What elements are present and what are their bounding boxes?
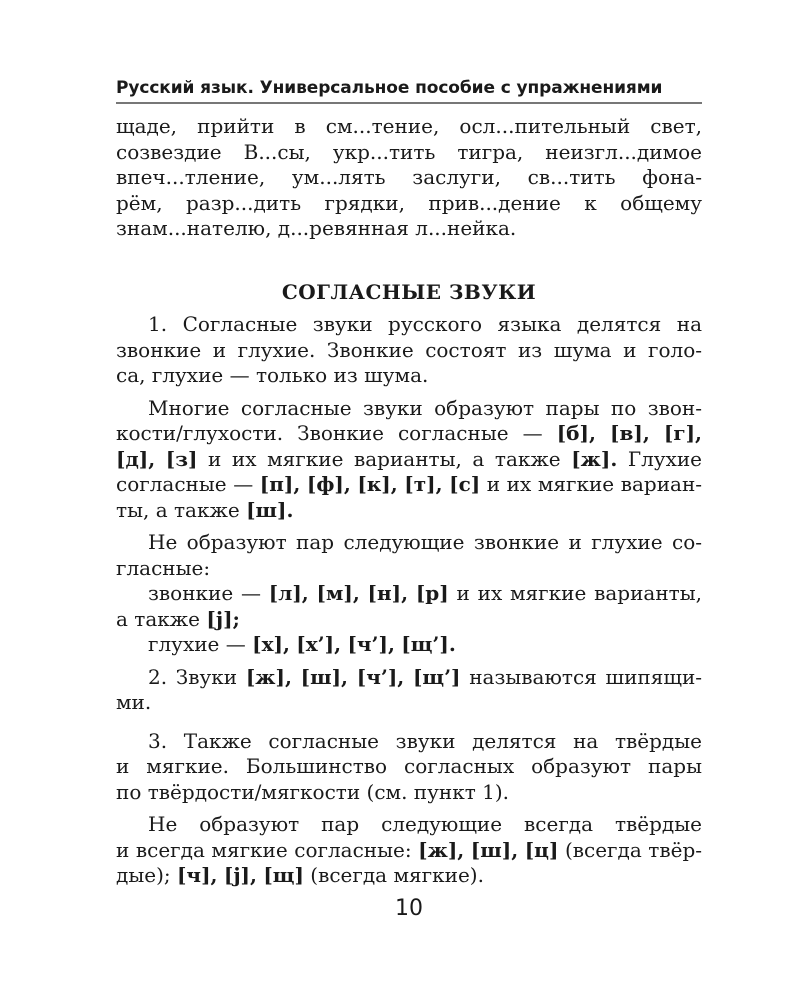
sound-symbol: [к], (357, 472, 398, 496)
sound-symbol: [д], (116, 446, 156, 471)
exercise-tail (116, 114, 702, 242)
sound-symbol: [щ] (263, 863, 304, 887)
text-run: и их мягкие варианты, (456, 581, 702, 605)
text-line (116, 581, 702, 607)
paragraph-3 (116, 530, 702, 658)
text-line (116, 421, 702, 447)
text-run: звонкие — (148, 581, 261, 605)
text-run: и их мягкие варианты, а также (208, 446, 561, 471)
spacer (116, 658, 702, 665)
text-line (116, 632, 702, 658)
text-line: рём, разр...дить грядки, прив...дение к общему (116, 190, 702, 215)
sound-symbol: [б], (556, 421, 596, 445)
sound-symbol: [ш]. (246, 497, 294, 522)
text-line: Не образуют пар следующие всегда твёрдые (148, 812, 702, 836)
text-run: а также (116, 606, 201, 631)
paragraph-6 (116, 812, 702, 889)
sound-symbol: [х’], (296, 632, 342, 656)
text-line: звонкие и глухие. Звонкие состоят из шума и голо- (116, 337, 702, 362)
text-run: кости/глухости. Звонкие согласные — (116, 421, 543, 445)
text-line: гласные: (116, 555, 211, 580)
text-run: дые); (116, 863, 171, 887)
text-run: согласные — (116, 472, 254, 496)
sound-symbol: [т], (404, 472, 443, 496)
paragraph-5 (116, 729, 702, 806)
spacer (116, 716, 702, 729)
sound-symbol: [ж]. (571, 446, 618, 471)
sound-symbol: [ж], (245, 664, 292, 689)
text-line: и мягкие. Большинство согласных образуют пары (116, 754, 702, 778)
sound-symbol: [л], (268, 581, 309, 605)
text-line: 1. Согласные звуки русского языка делятся на (148, 312, 702, 336)
text-line (116, 838, 702, 864)
text-line (116, 472, 702, 498)
sound-symbol: [ц] (524, 837, 559, 862)
text-run: и всегда мягкие согласные: (116, 837, 412, 862)
sound-symbol: [в], (610, 421, 650, 445)
paragraph-2 (116, 396, 702, 524)
text-line: Не образуют пар следующие звонкие и глухие со- (148, 530, 702, 554)
section-title: СОГЛАСНЫЕ ЗВУКИ (281, 279, 537, 304)
sound-symbol: [j], (223, 863, 257, 887)
sound-symbol: [щ’]. (401, 632, 456, 656)
text-line: знам...нателю, д...ревянная л...нейка. (116, 216, 517, 240)
sound-symbol: [ш], (470, 837, 519, 862)
spacer (116, 523, 702, 530)
sound-symbol: [с] (449, 472, 481, 496)
page-number: 10 (395, 896, 423, 921)
text-line: 3. Также согласные звуки делятся на твёрдые (148, 728, 702, 753)
sound-symbol: [щ’] (412, 664, 461, 689)
text-run: (всегда мягкие). (310, 863, 484, 887)
text-line: са, глухие — только из шума. (116, 363, 429, 387)
text-line (116, 607, 702, 633)
text-line: впеч...тление, ум...лять заслуги, св...тить фона- (116, 165, 702, 189)
sound-symbol: [ш], (300, 664, 349, 689)
text-run: и их мягкие вариан- (486, 472, 703, 496)
sound-symbol: [ж], (418, 837, 465, 862)
sound-symbol: [р] (415, 581, 449, 605)
running-header: Русский язык. Универсальное пособие с упражнениями (116, 78, 663, 98)
text-run: глухие — (148, 632, 246, 656)
text-line: щаде, прийти в см...тение, осл...пительный свет, (116, 114, 702, 138)
sound-symbol: [ч’], (347, 632, 395, 656)
sound-symbol: [з] (165, 446, 198, 471)
sound-symbol: [ч’], (356, 664, 405, 689)
sound-symbol: [н], (367, 581, 409, 605)
text-line: по твёрдости/мягкости (см. пункт 1). (116, 779, 510, 804)
text-line: Многие согласные звуки образуют пары по звон- (148, 395, 702, 420)
text-line: созвездие В...сы, укр...тить тигра, неизгл...димое (116, 139, 702, 164)
paragraph-4 (116, 665, 702, 716)
text-line (116, 498, 702, 524)
spacer (116, 805, 702, 812)
text-line (116, 447, 702, 473)
sound-symbol: [ф], (306, 472, 351, 496)
text-run: ты, а также (116, 497, 240, 522)
sound-symbol: [j]; (206, 606, 240, 631)
text-line (116, 665, 702, 691)
text-run: Глухие (627, 446, 703, 471)
sound-symbol: [ч], (176, 863, 218, 887)
text-line: ми. (116, 690, 152, 714)
sound-symbol: [п], (259, 472, 301, 496)
text-line (116, 863, 702, 889)
sound-symbol: [г], (663, 421, 703, 445)
sound-symbol: [м], (316, 581, 360, 605)
spacer (116, 389, 702, 396)
sound-symbol: [х], (252, 632, 290, 656)
header-rule (116, 102, 702, 104)
text-run: называются шипящи- (469, 664, 703, 689)
text-run: (всегда твёр- (564, 837, 703, 862)
spacer (116, 242, 702, 280)
text-run: 2. Звуки (148, 664, 238, 689)
body-text (116, 114, 702, 889)
paragraph-1 (116, 312, 702, 389)
